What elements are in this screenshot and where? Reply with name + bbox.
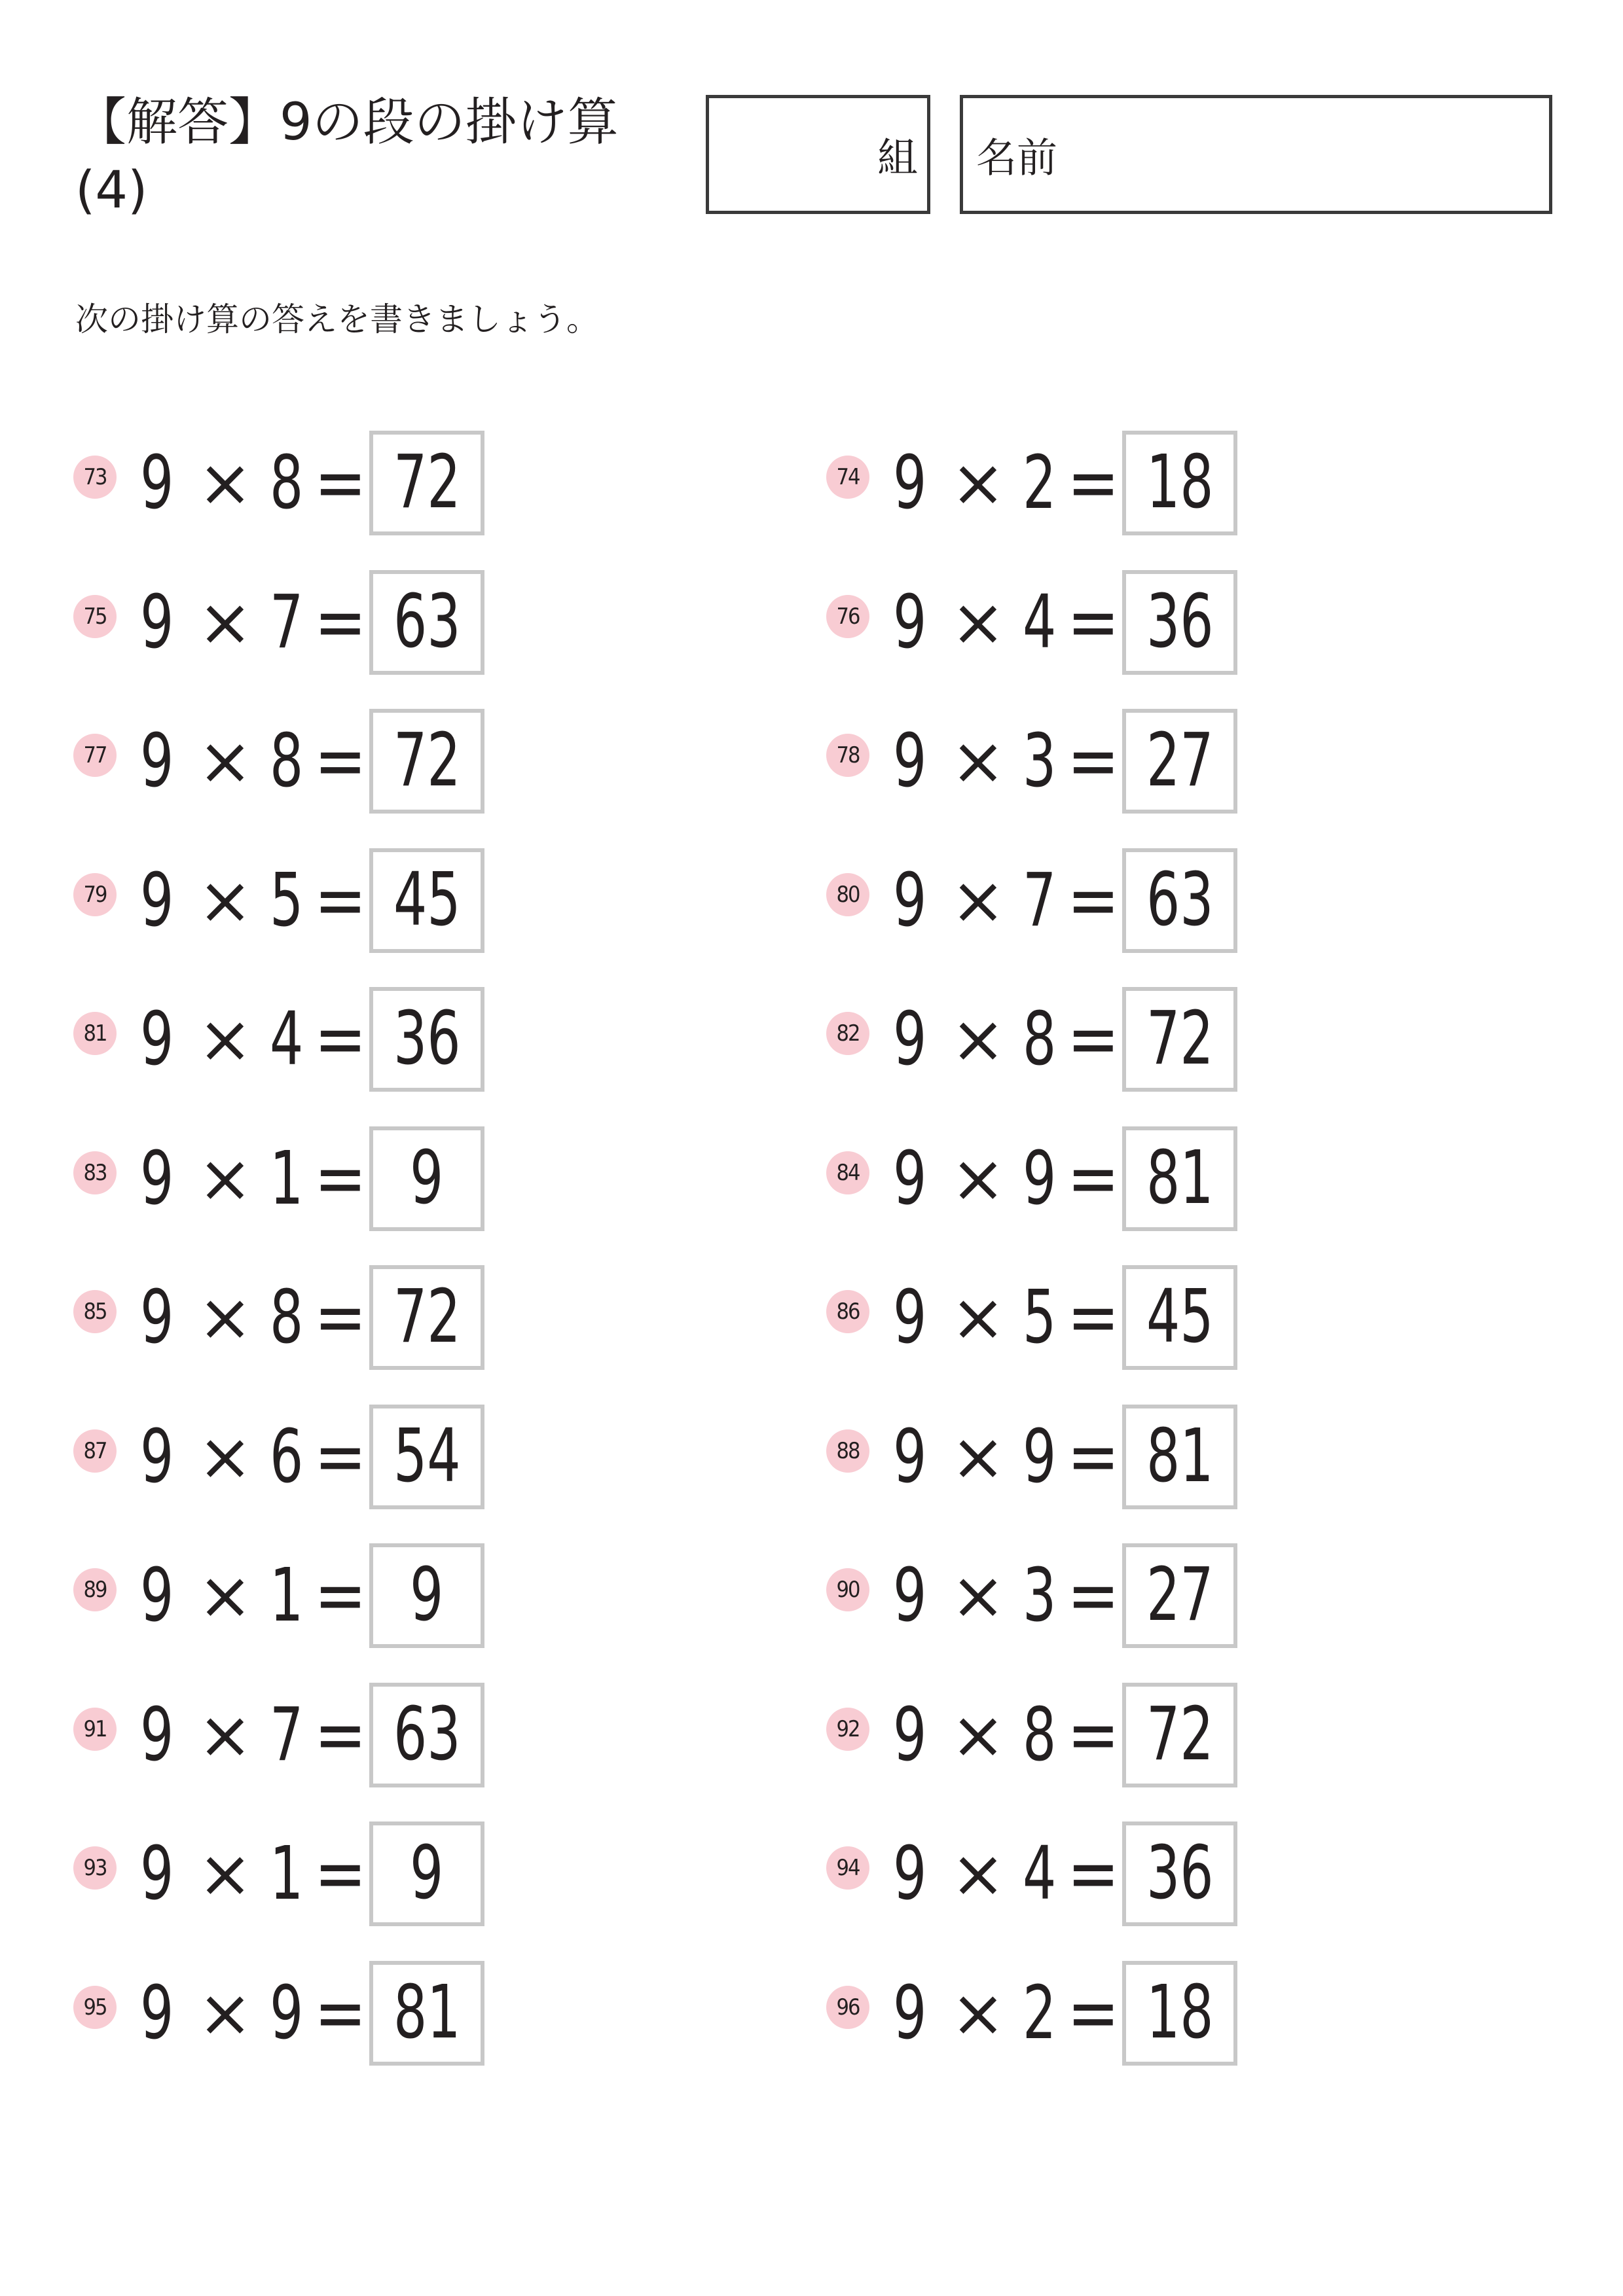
problem-number: 73	[73, 456, 117, 499]
times-sign: ×	[198, 1696, 253, 1773]
times-sign: ×	[198, 1139, 253, 1217]
multiplier: 1	[270, 1831, 304, 1916]
times-sign: ×	[951, 1974, 1006, 2051]
multiplicand: 9	[140, 719, 174, 804]
problem-item	[73, 1683, 492, 1787]
times-sign: ×	[951, 1001, 1006, 1077]
multiplicand: 9	[140, 1970, 174, 2056]
problem-item	[826, 1265, 1245, 1370]
answer-box[interactable]	[1122, 987, 1237, 1092]
equals-sign: =	[1067, 440, 1120, 526]
multiplicand: 9	[893, 1275, 927, 1360]
problem-number: 89	[73, 1568, 117, 1611]
problem-item	[73, 848, 492, 953]
times-sign: ×	[951, 1696, 1006, 1773]
problem-item	[826, 1821, 1245, 1926]
multiplicand: 9	[140, 857, 174, 943]
multiplier: 9	[270, 1970, 304, 2056]
multiplier: 7	[270, 1692, 304, 1778]
problem-number: 80	[826, 873, 869, 916]
problem-number: 75	[73, 595, 117, 638]
multiplicand: 9	[140, 579, 174, 665]
answer-value: 63	[1146, 857, 1214, 942]
problem-number: 85	[73, 1290, 117, 1333]
multiplier: 5	[1023, 1275, 1057, 1360]
worksheet-title-line2: (4)	[75, 161, 148, 220]
problem-number: 94	[826, 1846, 869, 1890]
problem-number: 81	[73, 1012, 117, 1055]
problem-item	[73, 987, 492, 1092]
multiplier: 5	[270, 857, 304, 943]
equals-sign: =	[314, 1414, 367, 1499]
equals-sign: =	[1067, 1692, 1120, 1778]
times-sign: ×	[198, 1418, 253, 1495]
problem-number: 82	[826, 1012, 869, 1055]
equals-sign: =	[314, 997, 367, 1082]
problem-number: 93	[73, 1846, 117, 1890]
times-sign: ×	[198, 444, 253, 521]
class-label: 組	[877, 134, 918, 182]
problem-item	[73, 1821, 492, 1926]
problem-item	[73, 1126, 492, 1231]
equals-sign: =	[314, 1692, 367, 1778]
name-field[interactable]	[960, 95, 1552, 214]
problem-number: 96	[826, 1986, 869, 2029]
answer-value: 18	[1146, 440, 1214, 525]
answer-box[interactable]	[1122, 1961, 1237, 2066]
problem-item	[826, 1961, 1245, 2066]
multiplier: 3	[1023, 719, 1057, 804]
problem-item	[73, 570, 492, 675]
answer-box[interactable]	[369, 1543, 484, 1648]
problem-item	[73, 1265, 492, 1370]
equals-sign: =	[1067, 857, 1120, 943]
answer-value: 18	[1146, 1969, 1214, 2055]
equals-sign: =	[1067, 997, 1120, 1082]
multiplicand: 9	[140, 1553, 174, 1638]
times-sign: ×	[951, 1418, 1006, 1495]
equals-sign: =	[1067, 1136, 1120, 1221]
equals-sign: =	[1067, 1414, 1120, 1499]
multiplier: 1	[270, 1136, 304, 1221]
answer-box[interactable]	[1122, 1126, 1237, 1231]
multiplicand: 9	[893, 1692, 927, 1778]
answer-value: 72	[393, 440, 461, 525]
problem-number: 90	[826, 1568, 869, 1611]
multiplier: 4	[1023, 579, 1057, 665]
problem-item	[826, 1405, 1245, 1509]
answer-box[interactable]	[369, 848, 484, 953]
equals-sign: =	[314, 1553, 367, 1638]
equals-sign: =	[314, 440, 367, 526]
multiplicand: 9	[140, 1275, 174, 1360]
problem-item	[826, 1543, 1245, 1648]
multiplicand: 9	[893, 1831, 927, 1916]
answer-box[interactable]	[369, 987, 484, 1092]
instruction-text: 次の掛け算の答えを書きましょう。	[75, 300, 599, 338]
multiplicand: 9	[893, 1553, 927, 1638]
times-sign: ×	[198, 1557, 253, 1634]
answer-value: 9	[410, 1135, 444, 1221]
problem-item	[826, 848, 1245, 953]
multiplier: 6	[270, 1414, 304, 1499]
problem-item	[826, 570, 1245, 675]
answer-value: 45	[1146, 1274, 1214, 1359]
answer-box[interactable]	[1122, 1265, 1237, 1370]
equals-sign: =	[1067, 1970, 1120, 2056]
times-sign: ×	[951, 1279, 1006, 1355]
times-sign: ×	[951, 1139, 1006, 1217]
answer-box[interactable]	[369, 431, 484, 535]
equals-sign: =	[314, 1275, 367, 1360]
multiplicand: 9	[893, 857, 927, 943]
problem-number: 83	[73, 1151, 117, 1194]
multiplicand: 9	[140, 997, 174, 1082]
answer-value: 54	[393, 1413, 461, 1499]
answer-box[interactable]	[369, 1961, 484, 2066]
equals-sign: =	[314, 1970, 367, 2056]
answer-box[interactable]	[1122, 709, 1237, 814]
times-sign: ×	[951, 1835, 1006, 1912]
answer-box[interactable]	[1122, 848, 1237, 953]
multiplicand: 9	[140, 1414, 174, 1499]
worksheet-title-line1: 【解答】9の段の掛け算	[75, 93, 619, 152]
problem-number: 76	[826, 595, 869, 638]
answer-box[interactable]	[1122, 1405, 1237, 1509]
answer-value: 72	[1146, 1691, 1214, 1777]
problem-item	[73, 431, 492, 535]
multiplier: 3	[1023, 1553, 1057, 1638]
answer-box[interactable]	[369, 1405, 484, 1509]
equals-sign: =	[1067, 579, 1120, 665]
problem-item	[826, 1126, 1245, 1231]
answer-box[interactable]	[369, 709, 484, 814]
multiplier: 2	[1023, 1970, 1057, 2056]
equals-sign: =	[314, 1831, 367, 1916]
multiplier: 7	[1023, 857, 1057, 943]
problem-number: 78	[826, 734, 869, 777]
multiplier: 8	[1023, 997, 1057, 1082]
multiplier: 8	[1023, 1692, 1057, 1778]
answer-value: 36	[1146, 579, 1214, 664]
multiplier: 9	[1023, 1136, 1057, 1221]
problem-number: 92	[826, 1708, 869, 1751]
equals-sign: =	[314, 719, 367, 804]
times-sign: ×	[198, 583, 253, 660]
problem-number: 88	[826, 1429, 869, 1473]
times-sign: ×	[198, 723, 253, 799]
equals-sign: =	[1067, 1553, 1120, 1638]
class-field[interactable]	[706, 95, 930, 214]
answer-value: 72	[393, 718, 461, 803]
equals-sign: =	[1067, 719, 1120, 804]
problem-number: 86	[826, 1290, 869, 1333]
answer-box[interactable]	[1122, 1683, 1237, 1787]
times-sign: ×	[951, 723, 1006, 799]
times-sign: ×	[951, 861, 1006, 939]
equals-sign: =	[314, 579, 367, 665]
problem-item	[826, 709, 1245, 814]
multiplicand: 9	[893, 997, 927, 1082]
equals-sign: =	[1067, 1831, 1120, 1916]
multiplicand: 9	[893, 1136, 927, 1221]
answer-value: 81	[393, 1969, 461, 2055]
answer-value: 36	[1146, 1831, 1214, 1916]
multiplier: 1	[270, 1553, 304, 1638]
multiplicand: 9	[140, 1692, 174, 1778]
problem-item	[73, 709, 492, 814]
multiplicand: 9	[140, 1831, 174, 1916]
answer-box[interactable]	[369, 1265, 484, 1370]
multiplicand: 9	[140, 1136, 174, 1221]
equals-sign: =	[314, 1136, 367, 1221]
answer-box[interactable]	[1122, 1821, 1237, 1926]
problem-number: 91	[73, 1708, 117, 1751]
answer-value: 9	[410, 1831, 444, 1916]
times-sign: ×	[198, 1279, 253, 1355]
problem-number: 95	[73, 1986, 117, 2029]
problem-item	[73, 1405, 492, 1509]
answer-box[interactable]	[1122, 1543, 1237, 1648]
problem-item	[73, 1543, 492, 1648]
times-sign: ×	[198, 861, 253, 939]
problem-number: 79	[73, 873, 117, 916]
problem-item	[826, 431, 1245, 535]
answer-box[interactable]	[369, 1683, 484, 1787]
times-sign: ×	[951, 583, 1006, 660]
answer-value: 45	[393, 857, 461, 942]
answer-value: 27	[1146, 718, 1214, 803]
equals-sign: =	[1067, 1275, 1120, 1360]
answer-box[interactable]	[369, 570, 484, 675]
multiplier: 8	[270, 440, 304, 526]
answer-value: 63	[393, 1691, 461, 1777]
answer-value: 27	[1146, 1552, 1214, 1638]
times-sign: ×	[951, 1557, 1006, 1634]
multiplier: 4	[270, 997, 304, 1082]
multiplicand: 9	[893, 1970, 927, 2056]
multiplier: 2	[1023, 440, 1057, 526]
problem-number: 87	[73, 1429, 117, 1473]
problem-item	[826, 987, 1245, 1092]
answer-value: 81	[1146, 1413, 1214, 1499]
problem-number: 74	[826, 456, 869, 499]
answer-box[interactable]	[1122, 570, 1237, 675]
multiplier: 9	[1023, 1414, 1057, 1499]
answer-value: 72	[393, 1274, 461, 1359]
multiplier: 7	[270, 579, 304, 665]
name-label: 名前	[976, 134, 1058, 182]
times-sign: ×	[198, 1974, 253, 2051]
problem-item	[826, 1683, 1245, 1787]
multiplicand: 9	[893, 1414, 927, 1499]
answer-value: 72	[1146, 996, 1214, 1081]
equals-sign: =	[314, 857, 367, 943]
answer-value: 36	[393, 996, 461, 1081]
multiplier: 8	[270, 719, 304, 804]
multiplicand: 9	[140, 440, 174, 526]
multiplicand: 9	[893, 579, 927, 665]
multiplier: 4	[1023, 1831, 1057, 1916]
worksheet-title	[75, 88, 665, 224]
problem-item	[73, 1961, 492, 2066]
answer-value: 63	[393, 579, 461, 664]
problem-number: 84	[826, 1151, 869, 1194]
answer-value: 9	[410, 1552, 444, 1638]
answer-box[interactable]	[1122, 431, 1237, 535]
times-sign: ×	[198, 1001, 253, 1077]
times-sign: ×	[951, 444, 1006, 521]
answer-box[interactable]	[369, 1821, 484, 1926]
multiplier: 8	[270, 1275, 304, 1360]
answer-box[interactable]	[369, 1126, 484, 1231]
answer-value: 81	[1146, 1135, 1214, 1221]
multiplicand: 9	[893, 440, 927, 526]
multiplicand: 9	[893, 719, 927, 804]
times-sign: ×	[198, 1835, 253, 1912]
problem-number: 77	[73, 734, 117, 777]
